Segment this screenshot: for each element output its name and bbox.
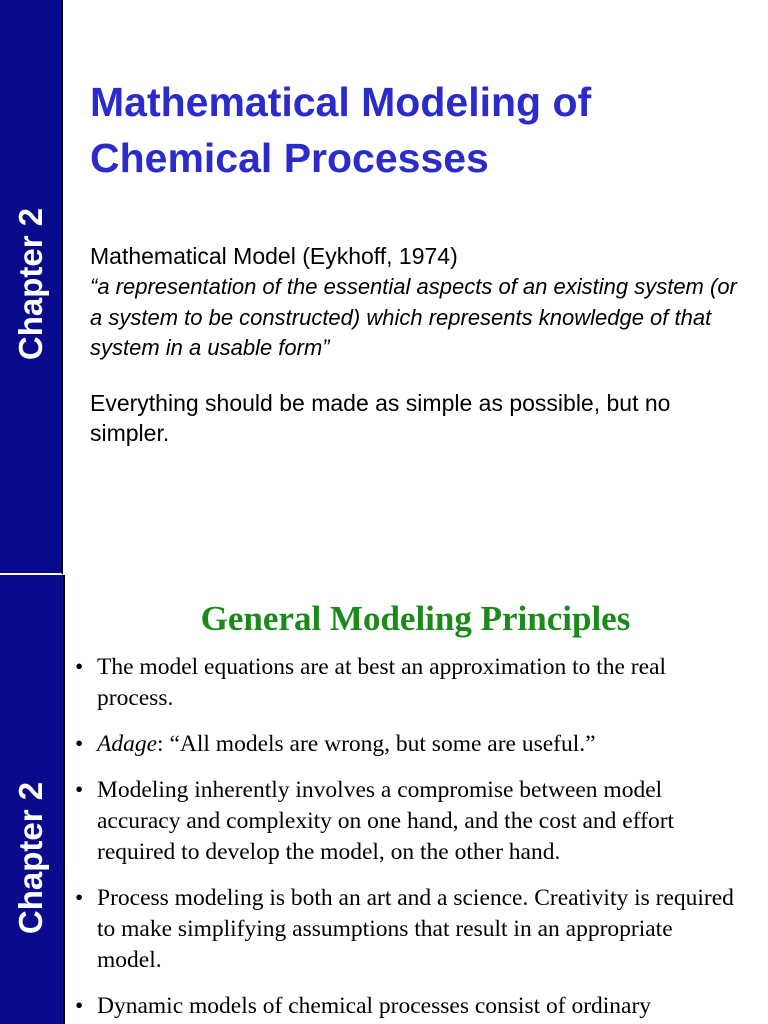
list-item (75, 729, 735, 760)
chapter-label: Chapter 2 (12, 781, 49, 935)
bullet-icon: • (75, 654, 84, 680)
model-definition-quote: “a representation of the essential aspects of an existing system (or a system to be constructed) which represents knowledge of that system in a usable form” (90, 274, 737, 360)
slide-title: General Modeling Principles (200, 599, 631, 638)
slide-title: Mathematical Modeling of Chemical Processes (90, 79, 592, 181)
bullet-text: The model equations are at best an approximation to the real process. (97, 654, 667, 711)
list-item (75, 883, 735, 976)
bullet-text: Modeling inherently involves a compromise between model accuracy and complexity on one hand, and the cost and effort required to develop the model, on the other hand. (97, 777, 675, 865)
principles-list (75, 652, 735, 1024)
simplicity-statement: Everything should be made as simple as possible, but no simpler. (90, 389, 671, 446)
slide-body (90, 240, 750, 448)
bullet-text: Dynamic models of chemical processes consist of ordinary (97, 993, 652, 1019)
list-item (75, 652, 735, 714)
bullet-icon: • (75, 777, 84, 803)
bullet-icon: • (75, 731, 84, 757)
chapter-label: Chapter 2 (12, 207, 49, 361)
model-heading: Mathematical Model (Eykhoff, 1974) (90, 243, 458, 269)
chapter-sidebar (0, 575, 65, 1024)
bullet-text: Process modeling is both an art and a science. Creativity is required to make simplifying assumptions that result in an appropriate model. (97, 885, 734, 973)
chapter-sidebar (0, 0, 63, 575)
list-item (75, 991, 735, 1022)
slide-2 (0, 575, 768, 1024)
adage-label: Adage (97, 731, 158, 757)
list-item (75, 775, 735, 868)
bullet-icon: • (75, 993, 84, 1019)
bullet-icon: • (75, 885, 84, 911)
bullet-text: : “All models are wrong, but some are useful.” (157, 731, 596, 757)
